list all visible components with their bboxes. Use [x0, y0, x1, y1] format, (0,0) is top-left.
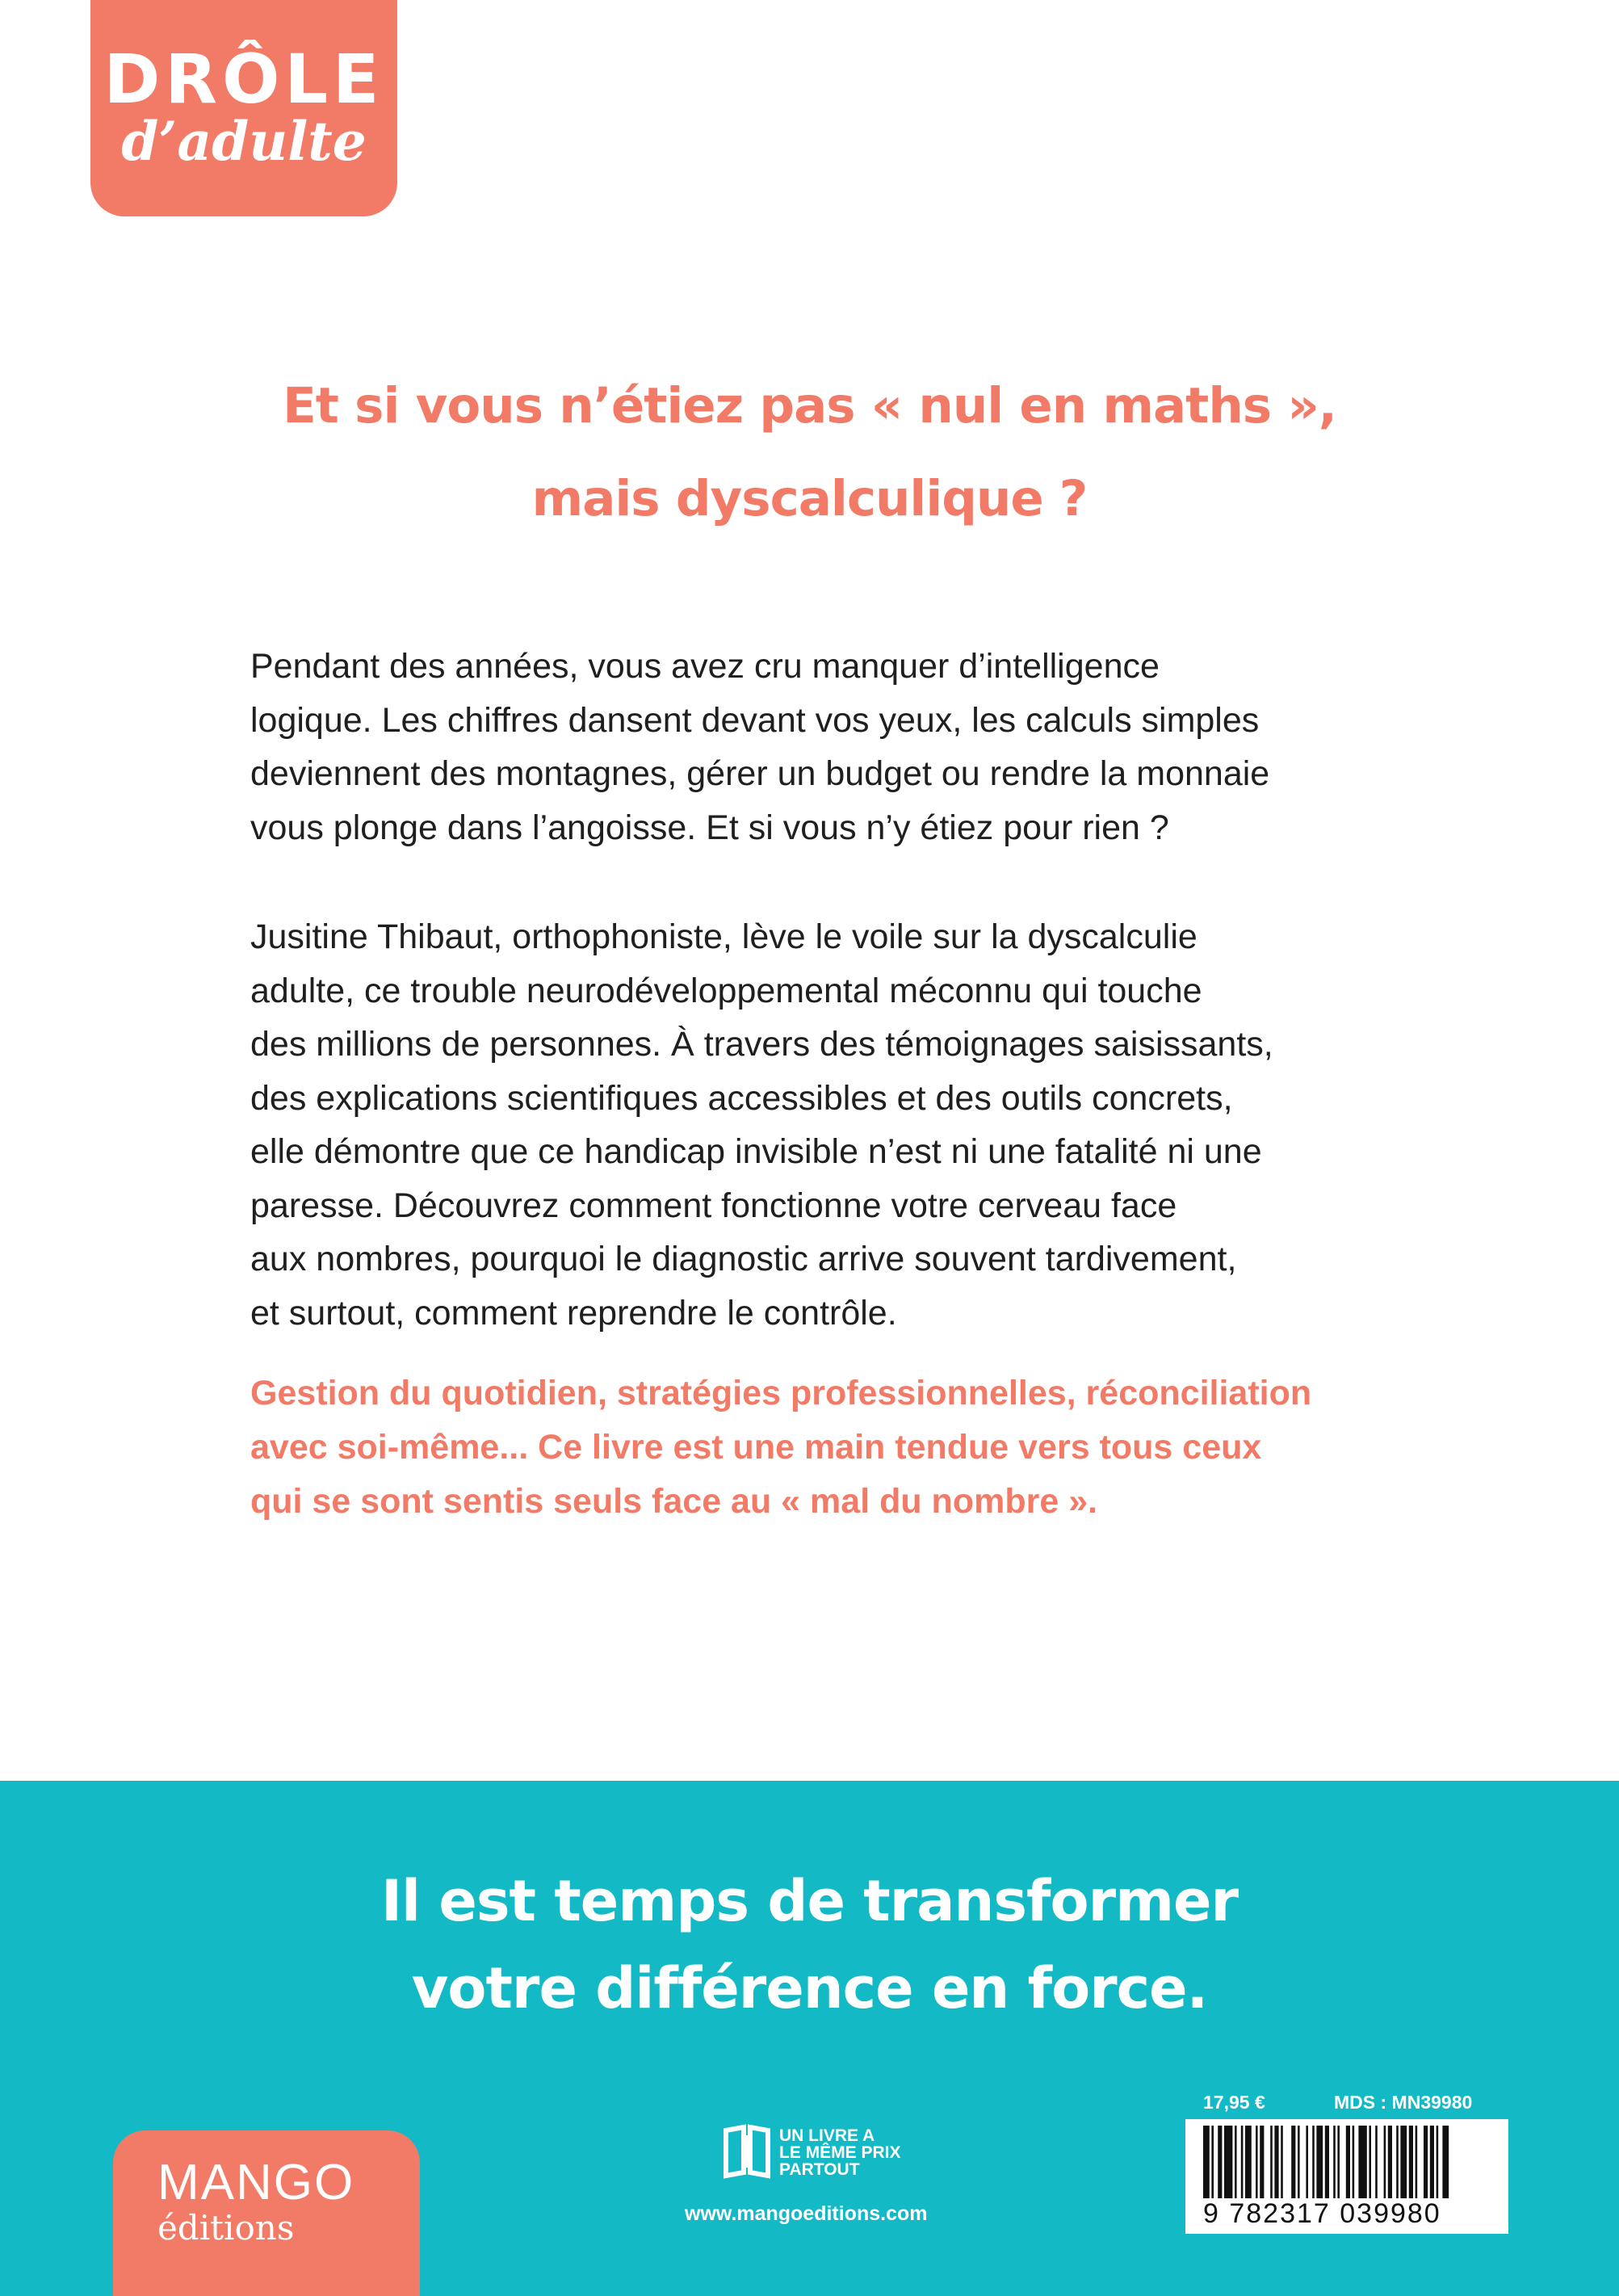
paragraph-line: paresse. Découvrez comment fonctionne votre cerveau face — [250, 1186, 1177, 1225]
open-book-icon — [723, 2124, 771, 2179]
description-paragraph-1 — [250, 640, 1429, 854]
paragraph-line: deviennent des montagnes, gérer un budget ou rendre la monnaie — [250, 754, 1270, 793]
paragraph-line: elle démontre que ce handicap invisible n’est ni une fatalité ni une — [250, 1132, 1262, 1171]
paragraph-line: Jusitine Thibaut, orthophoniste, lève le voile sur la dyscalculie — [250, 917, 1197, 956]
tagline-line: votre différence en force. — [411, 1955, 1208, 2021]
same-price-line: UN LIVRE A — [779, 2126, 875, 2145]
headline-line: Et si vous n’étiez pas « nul en maths », — [283, 377, 1336, 434]
barcode-icon — [1203, 2126, 1494, 2198]
paragraph-line: logique. Les chiffres dansent devant vos yeux, les calculs simples — [250, 700, 1260, 740]
description-paragraph-2 — [250, 910, 1429, 1340]
barcode — [1185, 2119, 1508, 2234]
barcode-digits: 9 782317 039980 — [1203, 2198, 1441, 2229]
paragraph-line: des explications scientifiques accessibles et des outils concrets, — [250, 1078, 1233, 1118]
headline — [145, 359, 1474, 545]
same-price-label — [779, 2127, 901, 2178]
series-logo-bottom: d’adulte — [121, 110, 367, 173]
price-label: 17,95 € — [1203, 2092, 1265, 2113]
series-logo-top: DRÔLE — [103, 40, 384, 119]
highlight-line: avec soi-même... Ce livre est une main tendue vers tous ceux — [250, 1428, 1262, 1467]
highlight-line: Gestion du quotidien, stratégies professionnelles, réconciliation — [250, 1374, 1312, 1412]
paragraph-line: et surtout, comment reprendre le contrôle. — [250, 1293, 897, 1333]
headline-line: mais dyscalculique ? — [531, 470, 1088, 527]
paragraph-line: des millions de personnes. À travers des témoignages saisissants, — [250, 1025, 1273, 1064]
series-logo — [90, 0, 397, 216]
paragraph-line: Pendant des années, vous avez cru manquer d’intelligence — [250, 647, 1160, 686]
highlight-line: qui se sont sentis seuls face au « mal du nombre ». — [250, 1482, 1098, 1521]
same-price-line: LE MÊME PRIX — [779, 2143, 901, 2162]
publisher-subtitle: éditions — [157, 2208, 295, 2248]
paragraph-line: vous plonge dans l’angoisse. Et si vous n’y étiez pour rien ? — [250, 808, 1169, 847]
paragraph-line: aux nombres, pourquoi le diagnostic arrive souvent tardivement, — [250, 1240, 1237, 1278]
mds-code: MDS : MN39980 — [1334, 2092, 1473, 2113]
publisher-logo — [113, 2130, 420, 2296]
same-price-line: PARTOUT — [779, 2160, 860, 2179]
website-link[interactable]: www.mangoeditions.com — [685, 2202, 928, 2225]
paragraph-line: adulte, ce trouble neurodéveloppemental méconnu qui touche — [250, 971, 1202, 1010]
publisher-name: MANGO — [157, 2155, 355, 2210]
highlight-paragraph — [250, 1366, 1462, 1529]
tagline-line: Il est temps de transformer — [380, 1868, 1239, 1934]
tagline — [0, 1857, 1619, 2032]
